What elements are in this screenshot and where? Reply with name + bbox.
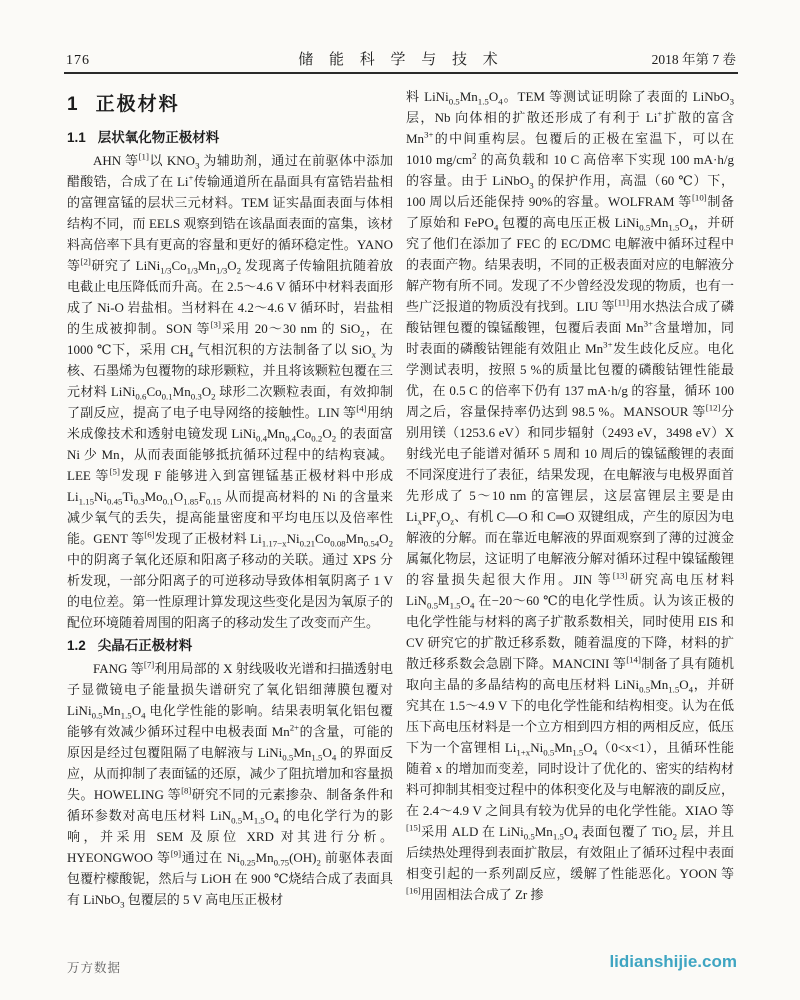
subsection-heading-spinel	[67, 635, 393, 656]
subsection-number: 1.2	[67, 638, 86, 653]
subsection-title: 层状氧化物正极材料	[97, 130, 220, 145]
paragraph-spinel-left: FANG 等[7]利用局部的 X 射线吸收光谱和扫描透射电子显微镜电子能量损失谱研究了氧化铝细薄膜包覆对 $LiNi_{0.5}Mn_{1.5}O_4$ 电化学性能的影响。结果表明氧化铝包覆能够有效减少循环过程中电极表面 $Mn^{2+}$的含量，可能的原因是经过包覆阻隔了电解液与 $LiNi_{0.5}Mn_{1.5}O_4$ 的界面反应，从而抑制了表面锰的还原，减少了阻抗增加和容量损失。HOWELING 等[8]研究不同的元素掺杂、制备条件和循环参数对高电压材料 $LiN_{0.5}M_{1.5}O_4$ 的电化学行为的影响，并采用 SEM 及原位 XRD 对其进行分析。HYEONGWOO 等[9]通过在 $Ni_{0.25}Mn_{0.75}(OH)_2$ 前驱体表面包覆柠檬酸铌，然后与 LiOH 在 900 ℃烧结合成了表面具有 LiNbO$_3$ 包覆层的 5 V 高电压正极材	[67, 659, 393, 910]
journal-title: 储 能 科 学 与 技 术	[298, 52, 504, 68]
section-title: 正极材料	[95, 94, 180, 115]
subsection-number: 1.1	[67, 130, 86, 145]
page-number: 176	[66, 53, 90, 68]
left-column	[67, 86, 393, 958]
paragraph-spinel-right: 料 $LiNi_{0.5}Mn_{1.5}O_4$。TEM 等测试证明除了表面的 LiNbO$_3$ 层，Nb 向体相的扩散还形成了有利于 Li+扩散的富含 $Mn^{3+}$的中间重构层。包覆后的正极在室温下，可以在 1010 $mg/cm^2$ 的高负载和 10 C 高倍率下实现 100 mA·h/g 的容量。由于 LiNbO$_3$ 的保护作用，高温（60 ℃）下，100 周以后还能保持 90%的容量。WOLFRAM 等[10]制备了原始和 FePO$_4$ 包覆的高电压正极 $LiNi_{0.5}Mn_{1.5}O_4$，并研究了他们在添加了 FEC 的 EC/DMC 电解液中循环过程中的表面产物。结果表明，不同的正极表面对应的电解液分解产物有所不同。发现了不少曾经没发现的物质，也有一些广泛报道的物质没有找到。LIU 等[11]用水热法合成了磷酸钴锂包覆的镍锰酸锂，包覆后表面 $Mn^{3+}$含量增加，同时表面的磷酸钴锂能有效阻止 $Mn^{3+}$发生歧化反应。电化学测试表明，按照 5 %的质量比包覆的磷酸钴锂性能最优，在 0.5 C 的倍率下仍有 137 mA·h/g 的容量，循环 100 周之后，容量保持率仍达到 98.5 %。MANSOUR 等[12]分别用镁（1253.6 eV）和同步辐射（2493 eV，3498 eV）X 射线光电子能谱对循环 5 周和 10 周后的镍锰酸锂的表面不同深度进行了表征，结果发现，在电解液与电极界面首先形成了 5～10 nm 的富锂层，这层富锂层主要是由 $Li_xPF_yO_z$、有机 C—O 和 C═O 双键组成，产生的原因为电解液的分解。而在靠近电解液的界面观察到了薄的过渡金属氟化物层，这证明了电解液分解对循环过程中镍锰酸锂的容量损失起很大作用。JIN 等[13]研究高电压材料 $LiN_{0.5}M_{1.5}O_4$ 在−20～60 ℃的电化学性质。认为该正极的电化学性能与材料的离子扩散系数相关，同时使用 EIS 和 CV 研究它的扩散迁移系数，随着温度的下降，材料的扩散迁移系数会急剧下降。MANCINI 等[14]制备了具有随机取向主晶的多晶结构的高电压材料 $LiNi_{0.5}Mn_{1.5}O_4$，并研究其在 1.5～4.9 V 下的电化学性能和结构相变。认为在低压下高电压材料是一个立方相到四方相的两相反应，低压下为一个富锂相 $Li_{1+x}Ni_{0.5}Mn_{1.5}O_4(0<x<1)$，且循环性能随着 x 的增加而变差，同时设计了优化的、密实的结构材料可抑制其相变过程中的体积变化及与电解液的副反应，在 2.4～4.9 V 之间具有较为优异的电化学性能。XIAO 等[15]采用 ALD 在 $LiNi_{0.5}Mn_{1.5}O_4$ 表面包覆了 TiO$_2$ 层，并且后续热处理得到表面扩散层，有效阻止了循环过程中表面相变引起的一系列副反应，缓解了性能恶化。YOON 等[16]用固相法合成了 Zr 掺	[406, 89, 734, 902]
section-heading-cathode-materials	[67, 94, 393, 115]
subsection-heading-layered-oxide	[67, 127, 393, 148]
site-watermark: lidianshijie.com	[609, 952, 737, 971]
page-header	[66, 48, 736, 69]
header-rule	[64, 72, 738, 74]
section-number: 1	[67, 94, 78, 115]
paragraph-layered-oxide: AHN 等[1]以 $KNO_3$ 为辅助剂，通过在前驱体中添加醋酸锆，合成了在 Li+传输通道所在晶面具有富锆岩盐相的富锂富锰的层状三元材料。TEM 证实晶面表面与体相结构不同，而 EELS 观察到锆在该晶面表面的富集，该材料高倍率下具有更高的容量和更好的循环稳定性。YANO 等[2]研究了 $LiNi_{1/3}Co_{1/3}Mn_{1/3}O_2$ 发现离子传输阻抗随着放电截止电压降低而升高。在 2.5～4.6 V 循环中材料表面形成了 Ni-O 岩盐相。当材料在 4.2～4.6 V 循环时，岩盐相的生成被抑制。SON 等[3]采用 20～30 nm 的 SiO$_2$，在 1000 ℃下，采用 $CH_4$ 气相沉积的方法制备了以 SiO$_x$ 为核、石墨烯为包覆物的球形颗粒，并且将该颗粒包覆在三元材料 $LiNi_{0.6}Co_{0.1}Mn_{0.3}O_2$ 球形二次颗粒表面，有效抑制了副反应，提高了电子电导网络的接触性。LIN 等[4]用纳米成像技术和透射电镜发现 $LiNi_{0.4}Mn_{0.4}Co_{0.2}O_2$ 的表面富 Ni 少 Mn，从而表面能够抵抗循环过程中的结构衰减。LEE 等[5]发现 F 能够进入到富锂锰基正极材料中形成 $Li_{1.15}Ni_{0.45}Ti_{0.3}Mo_{0.1}O_{1.85}F_{0.15}$ 从而提高材料的 Ni 的含量来减少氧气的丢失，提高能量密度和平均电压以及倍率性能。GENT 等[6]发现了正极材料 $Li_{1.17-x}Ni_{0.21}Co_{0.08}Mn_{0.54}O_2$ 中的阴离子氧化还原和阳离子移动的关联。通过 XPS 分析发现，一部分阳离子的可逆移动导致体相氧阴离子 1 V 的电位差。第一性原理计算发现这些变化是因为氧原子的配位环境随着周围的阳离子的移动发生了改变而产生。	[67, 151, 393, 630]
subsection-title: 尖晶石正极材料	[97, 638, 193, 653]
right-column	[406, 86, 734, 958]
wanfang-watermark: 万方数据	[67, 961, 122, 975]
issue-info: 2018 年第 7 卷	[651, 52, 736, 67]
